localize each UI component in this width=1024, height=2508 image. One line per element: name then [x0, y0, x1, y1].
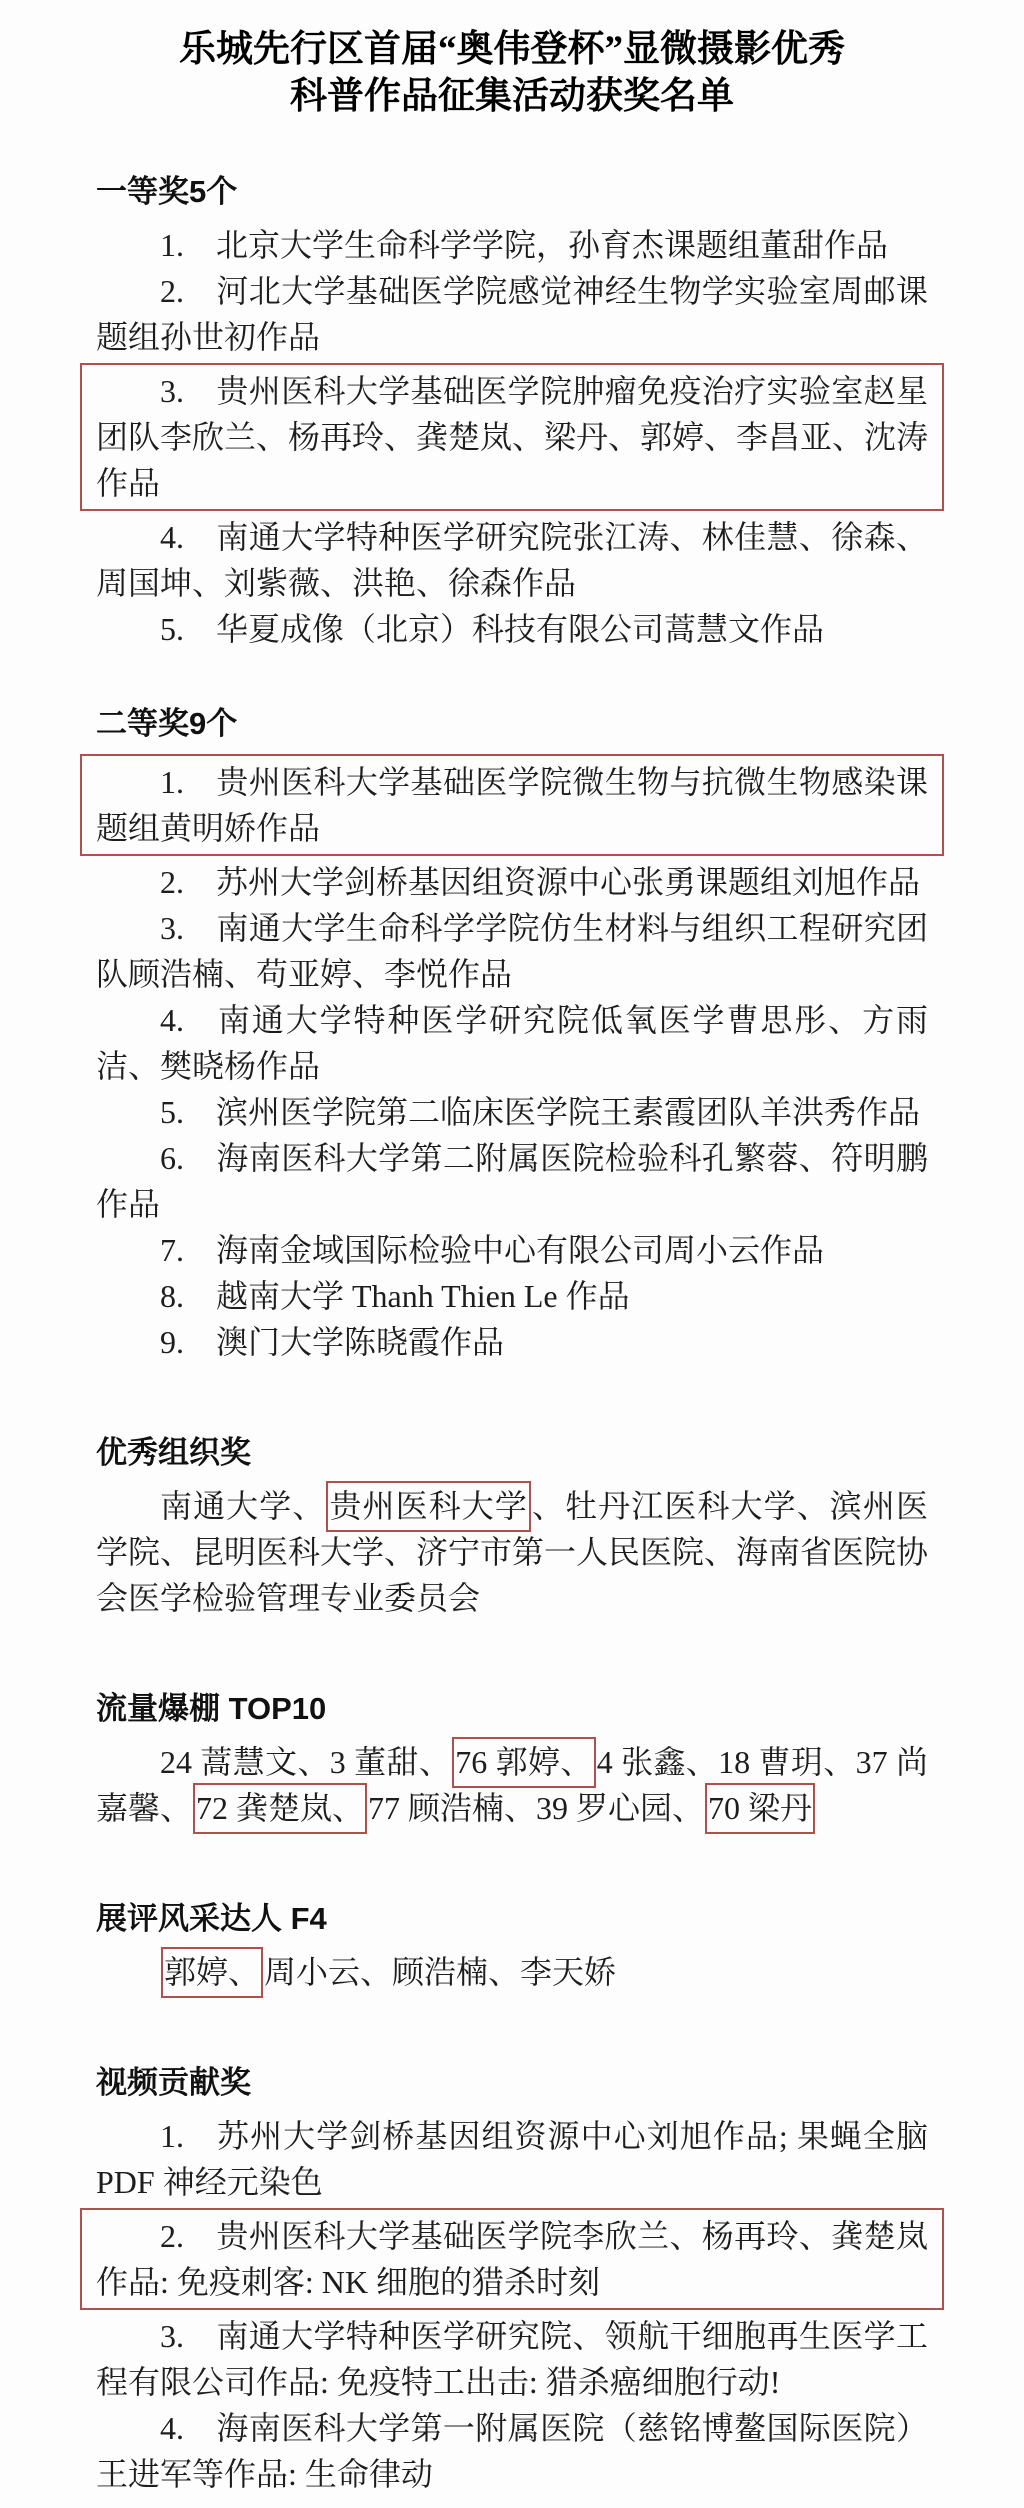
- item-number: 8.: [160, 1278, 184, 1314]
- highlighted-name: 贵州医科大学: [326, 1481, 531, 1532]
- item-number: 4.: [160, 1002, 184, 1038]
- heading-talent-f4: 展评风采达人 F4: [96, 1901, 327, 1936]
- section-first-prize: [96, 174, 928, 652]
- item-text: 河北大学基础医学院感觉神经生物学实验室周邮课题组孙世初作品: [96, 273, 928, 355]
- list-item-highlighted: [96, 2213, 928, 2305]
- item-number: 1.: [160, 2118, 184, 2154]
- item-number: 9.: [160, 1324, 184, 1360]
- highlighted-name: 76 郭婷、: [452, 1737, 595, 1788]
- item-text: 澳门大学陈晓霞作品: [216, 1324, 505, 1360]
- item-text: 越南大学 Thanh Thien Le 作品: [216, 1278, 630, 1314]
- item-number: 1.: [160, 227, 184, 263]
- section-talent-f4: [96, 1901, 928, 1995]
- list-item: [96, 2113, 928, 2205]
- organization-award-list: [96, 1483, 928, 1621]
- list-item: [96, 1273, 928, 1319]
- section-second-prize: [96, 706, 928, 1365]
- list-item: [96, 1089, 928, 1135]
- item-text: 南通大学特种医学研究院、领航干细胞再生医学工程有限公司作品: 免疫特工出击: 猎杀癌细胞行动!: [96, 2318, 928, 2400]
- list-item: [96, 997, 928, 1089]
- list-item: [96, 268, 928, 360]
- item-text: 南通大学特种医学研究院张江涛、林佳慧、徐森、周国坤、刘紫薇、洪艳、徐森作品: [96, 519, 928, 601]
- item-text: 贵州医科大学基础医学院肿瘤免疫治疗实验室赵星团队李欣兰、杨再玲、龚楚岚、梁丹、郭婷、李昌亚、沈涛作品: [96, 373, 929, 501]
- item-number: 4.: [160, 519, 184, 555]
- list-item: [96, 1227, 928, 1273]
- item-text: 滨州医学院第二临床医学院王素霞团队羊洪秀作品: [216, 1094, 921, 1130]
- item-text: 贵州医科大学基础医学院李欣兰、杨再玲、龚楚岚作品: 免疫刺客: NK 细胞的猎杀时刻: [96, 2218, 928, 2300]
- highlight-box: [80, 2208, 944, 2310]
- item-text: 南通大学生命科学学院仿生材料与组织工程研究团队顾浩楠、苟亚婷、李悦作品: [96, 910, 928, 992]
- item-number: 2.: [160, 864, 184, 900]
- item-text: 南通大学特种医学研究院低氧医学曹思彤、方雨洁、樊晓杨作品: [96, 1002, 928, 1084]
- item-number: 6.: [160, 1140, 184, 1176]
- item-number: 4.: [160, 2410, 184, 2446]
- list-item: [96, 222, 928, 268]
- item-number: 1.: [160, 764, 184, 800]
- item-number: 3.: [160, 910, 184, 946]
- item-text: 苏州大学剑桥基因组资源中心刘旭作品; 果蝇全脑 PDF 神经元染色: [96, 2118, 928, 2200]
- item-text: 海南医科大学第二附属医院检验科孔繁蓉、符明鹏作品: [96, 1140, 928, 1222]
- list-item: [96, 606, 928, 652]
- list-item: [96, 859, 928, 905]
- list-item-highlighted: [96, 368, 928, 506]
- item-number: 3.: [160, 2318, 184, 2354]
- highlighted-name: 郭婷、: [161, 1947, 263, 1998]
- talent-f4-list: [96, 1949, 928, 1995]
- highlight-box: [80, 363, 944, 511]
- heading-first-prize: 一等奖5个: [96, 174, 238, 209]
- item-text: 贵州医科大学基础医学院微生物与抗微生物感染课题组黄明娇作品: [96, 764, 928, 846]
- text-segment: 、牡丹江医科大学、滨州医学院、昆明医科大学、济宁市第一人民医院、海南省医院协会医学检验管理专业委员会: [96, 1488, 929, 1616]
- item-text: 海南金域国际检验中心有限公司周小云作品: [216, 1232, 825, 1268]
- section-organization-award: [96, 1435, 928, 1621]
- heading-organization-award: 优秀组织奖: [96, 1435, 251, 1470]
- text-segment: 南通大学、: [160, 1488, 326, 1524]
- highlighted-name: 70 梁丹: [705, 1783, 815, 1834]
- traffic-top10-list: [96, 1739, 928, 1831]
- list-item: [96, 905, 928, 997]
- item-number: 3.: [160, 373, 184, 409]
- list-item: [96, 1319, 928, 1365]
- list-item: [96, 2405, 928, 2497]
- item-number: 2.: [160, 2218, 184, 2254]
- heading-traffic-top10: 流量爆棚 TOP10: [96, 1691, 327, 1726]
- document-title: [96, 26, 928, 120]
- list-item: [96, 2313, 928, 2405]
- item-text: 北京大学生命科学学院，孙育杰课题组董甜作品: [216, 227, 889, 263]
- highlight-box: [80, 754, 944, 856]
- highlighted-name: 72 龚楚岚、: [193, 1783, 367, 1834]
- list-item: [96, 1135, 928, 1227]
- item-number: 5.: [160, 611, 184, 647]
- heading-second-prize: 二等奖9个: [96, 706, 238, 741]
- item-text: 华夏成像（北京）科技有限公司蒿慧文作品: [216, 611, 825, 647]
- item-text: 海南医科大学第一附属医院（慈铭博鳌国际医院）王进军等作品: 生命律动: [96, 2410, 928, 2492]
- item-number: 5.: [160, 1094, 184, 1130]
- text-segment: 周小云、顾浩楠、李天娇: [264, 1954, 617, 1990]
- list-item-highlighted: [96, 759, 928, 851]
- text-segment: 24 蒿慧文、3 董甜、: [160, 1744, 452, 1780]
- text-segment: 4 张鑫、18 曹玥、37 尚嘉馨、: [96, 1744, 928, 1826]
- text-segment: 77 顾浩楠、39 罗心园、: [368, 1790, 705, 1826]
- heading-video-award: 视频贡献奖: [96, 2065, 251, 2100]
- list-item: [96, 514, 928, 606]
- title-line-2: 科普作品征集活动获奖名单: [290, 76, 734, 117]
- section-traffic-top10: [96, 1691, 928, 1831]
- title-line-1: 乐城先行区首届“奥伟登杯”显微摄影优秀: [179, 29, 845, 70]
- item-number: 2.: [160, 273, 184, 309]
- item-number: 7.: [160, 1232, 184, 1268]
- section-video-award: [96, 2065, 928, 2497]
- item-text: 苏州大学剑桥基因组资源中心张勇课题组刘旭作品: [216, 864, 921, 900]
